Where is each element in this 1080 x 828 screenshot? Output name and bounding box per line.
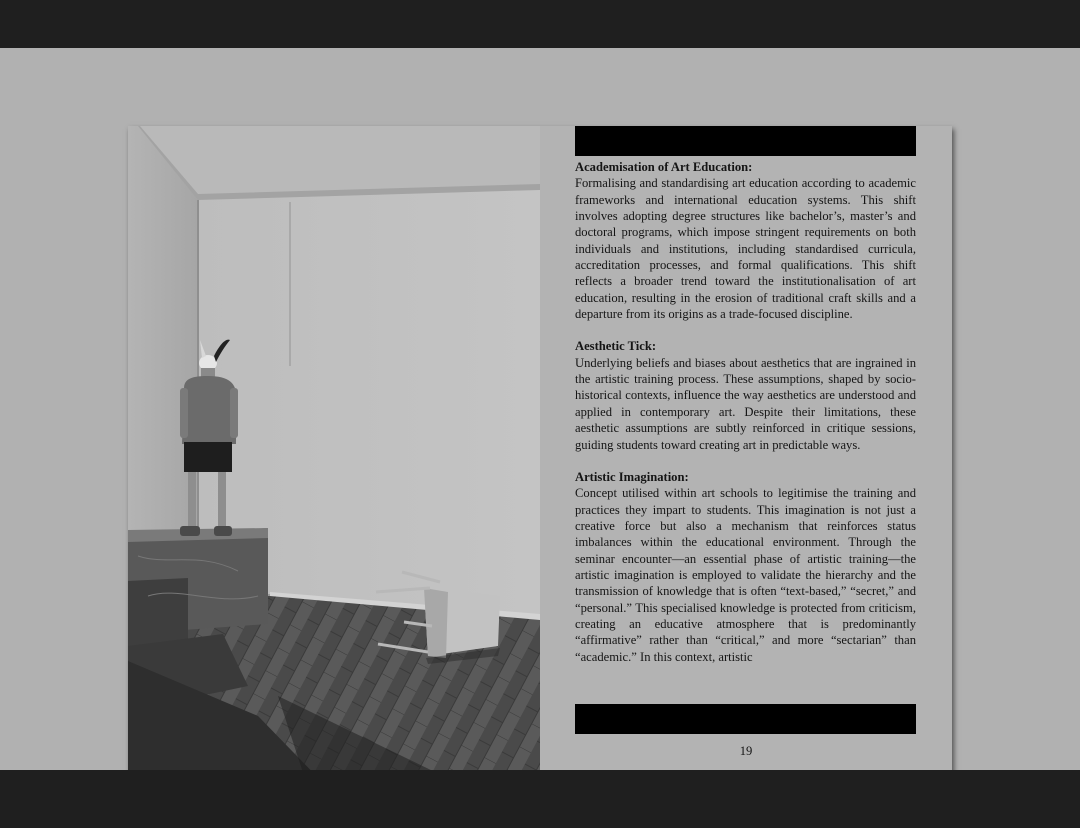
section-aesthetic-tick xyxy=(575,338,916,452)
section-academisation xyxy=(575,159,916,322)
top-bar xyxy=(0,0,1080,48)
glossary-text xyxy=(575,159,916,701)
section-heading: Artistic Imagination: xyxy=(575,469,689,484)
redaction-bar-top xyxy=(575,126,916,156)
page-number: 19 xyxy=(739,744,753,758)
section-heading: Aesthetic Tick: xyxy=(575,339,657,354)
text-page xyxy=(540,126,952,788)
section-body: Underlying beliefs and biases about aesthetics that are ingrained in the artistic training process. These assumptions, shaped by socio-historical contexts, influence the way aesthetics are understood and applied in contemporary art. Despite their limitations, these aesthetic assumptions are subtly reinforced in critique sessions, guiding students toward creating art in predictable ways. xyxy=(575,355,916,452)
section-heading: Academisation of Art Education: xyxy=(575,160,753,174)
gallery-photo xyxy=(128,126,540,788)
photo-page xyxy=(128,126,540,788)
bottom-bar xyxy=(0,770,1080,828)
section-artistic-imagination xyxy=(575,469,916,665)
document-viewer[interactable] xyxy=(0,48,1080,770)
section-body: Formalising and standardising art education according to academic frameworks and international education systems. This shift involves adopting degree structures like bachelor’s, master’s and doctoral programs, which impose stringent requirements on both individuals and institutions, including standardised curricula, accreditation processes, and formal qualifications. This shift reflects a broader trend toward the institutionalisation of art education, resulting in the erosion of traditional craft skills and a departure from its origins as a trade-focused discipline. xyxy=(575,176,916,322)
section-body: Concept utilised within art schools to legitimise the training and practices they impart to students. This imagination is not just a creative force but also a mechanism that reinforces status imbalances within the educational environment. Through the seminar encounter—an essential phase of artistic training—the artistic imagination is employed to validate the hierarchy and the transmission of knowledge that is often “text-based,” “secret,” and “personal.” This specialised knowledge is protected from criticism, creating an educative atmosphere that is predominantly “affirmative” rather than “critical,” and more “sectarian” than “academic.” In this context, artistic xyxy=(575,486,916,664)
redaction-bar-bottom xyxy=(575,704,916,734)
book-spread xyxy=(128,126,952,788)
